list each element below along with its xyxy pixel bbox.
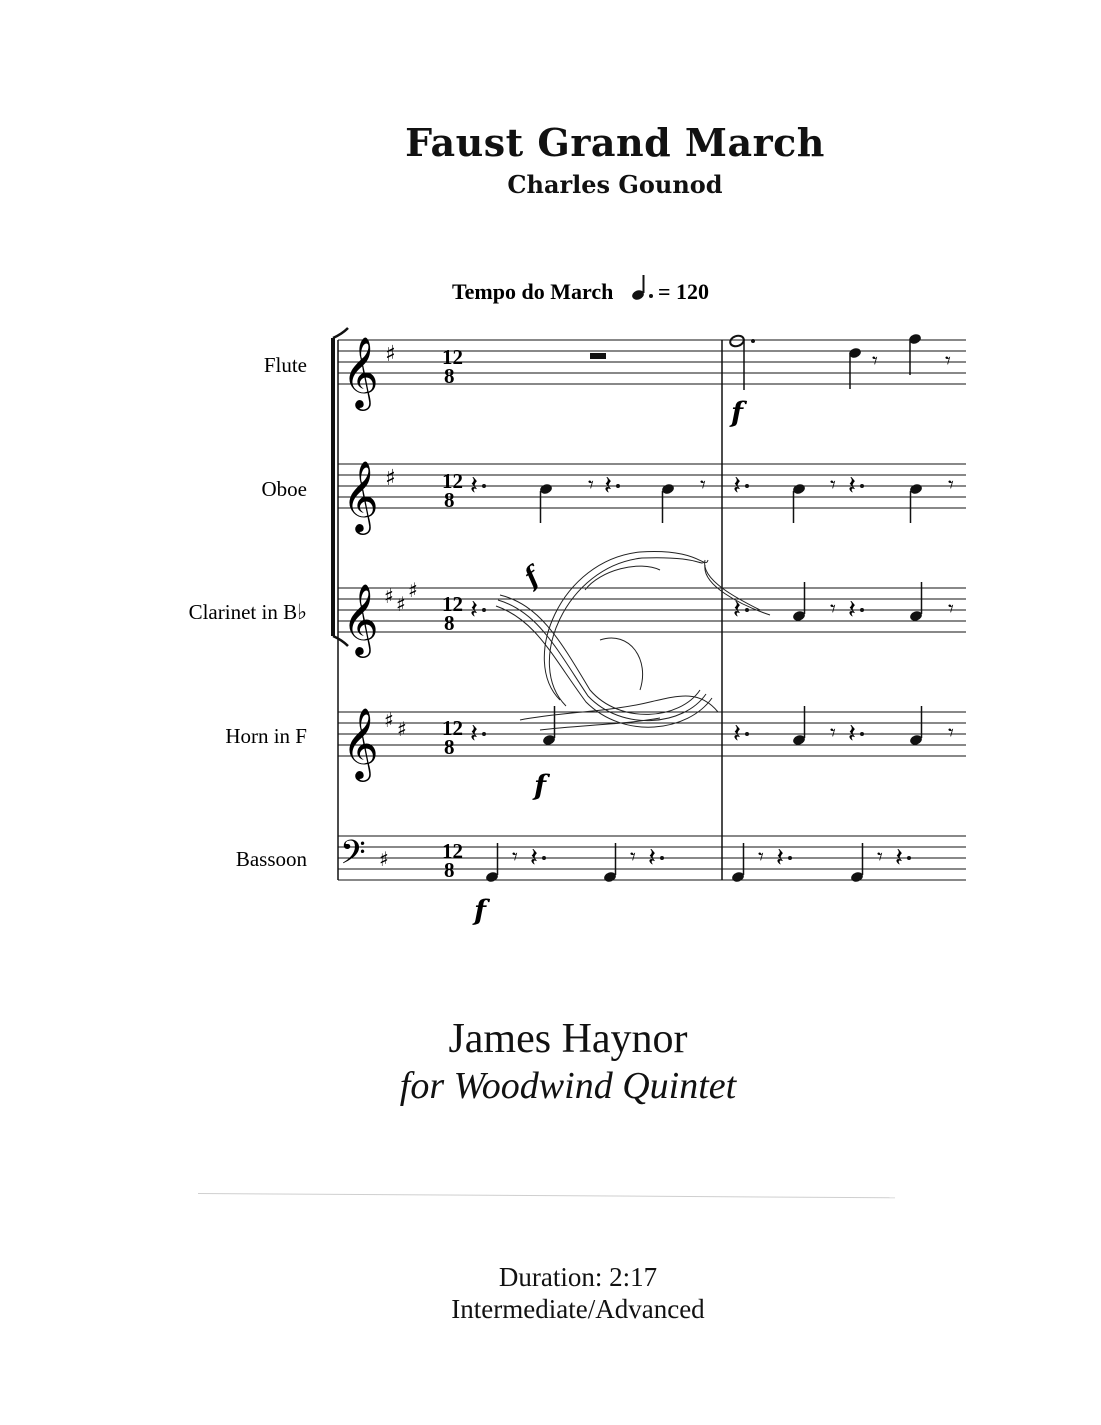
quarter-rest-icon: 𝄽: [848, 471, 856, 501]
eighth-rest-icon: 𝄾: [588, 473, 594, 498]
quarter-rest-icon: 𝄽: [530, 843, 538, 873]
time-sig-bottom: 8: [444, 858, 455, 882]
eighth-rest-icon: 𝄾: [948, 473, 954, 498]
sharp-icon: ♯: [379, 847, 389, 871]
sharp-icon: ♯: [384, 708, 394, 732]
quarter-rest-icon: 𝄽: [470, 595, 478, 625]
dotted-quarter-note-icon: [631, 275, 653, 301]
eighth-rest-icon: 𝄾: [830, 597, 836, 622]
dot-icon: [907, 856, 911, 860]
sharp-icon: ♯: [385, 342, 396, 367]
whole-rest-icon: [590, 353, 606, 359]
eighth-rest-icon: 𝄾: [872, 349, 878, 374]
sharp-icon: ♯: [384, 584, 394, 608]
treble-clef-icon: 𝄞: [342, 335, 379, 408]
piece-title: Faust Grand March: [405, 120, 825, 165]
staff-horn: [225, 706, 551, 802]
dot-icon: [482, 608, 486, 612]
dot-icon: [860, 732, 864, 736]
time-sig-bottom: 8: [444, 488, 455, 512]
eighth-rest-icon: 𝄾: [512, 845, 518, 870]
dot-icon: [542, 856, 546, 860]
time-sig-top: 12: [442, 469, 463, 493]
dot-icon: [745, 608, 749, 612]
time-sig-bottom: 8: [444, 611, 455, 635]
time-sig-bottom: 8: [444, 364, 455, 388]
quarter-rest-icon: 𝄽: [470, 719, 478, 749]
eighth-rest-icon: 𝄾: [630, 845, 636, 870]
dynamic-forte: f: [518, 561, 546, 593]
quarter-rest-icon: 𝄽: [848, 719, 856, 749]
sharp-icon: ♯: [408, 578, 418, 602]
treble-clef-icon: 𝄞: [342, 582, 379, 655]
eighth-rest-icon: 𝄾: [948, 721, 954, 746]
dotted-half-note-icon: [729, 334, 746, 348]
quarter-rest-icon: 𝄽: [895, 843, 903, 873]
divider-line: [198, 1193, 895, 1198]
dot-icon: [482, 732, 486, 736]
arranger-name: James Haynor: [448, 1016, 688, 1062]
difficulty-level: Intermediate/Advanced: [451, 1294, 705, 1324]
instrument-label-oboe: Oboe: [261, 477, 307, 501]
quarter-rest-icon: 𝄽: [604, 471, 612, 501]
dot-icon: [616, 484, 620, 488]
eighth-rest-icon: 𝄾: [700, 473, 706, 498]
ensemble-subtitle: for Woodwind Quintet: [399, 1065, 737, 1107]
dynamic-forte: f: [731, 396, 744, 429]
dynamic-forte: f: [474, 894, 487, 927]
quarter-rest-icon: 𝄽: [733, 471, 741, 501]
sharp-icon: ♯: [396, 592, 406, 616]
quarter-rest-icon: 𝄽: [848, 595, 856, 625]
instrument-label-flute: Flute: [263, 353, 307, 377]
eighth-rest-icon: 𝄾: [830, 721, 836, 746]
tempo-label: Tempo do March: [452, 279, 614, 304]
instrument-label-horn: Horn in F: [225, 724, 307, 748]
dot-icon: [788, 856, 792, 860]
dot-icon: [860, 608, 864, 612]
quarter-rest-icon: 𝄽: [648, 843, 656, 873]
time-sig-bottom: 8: [444, 735, 455, 759]
quarter-rest-icon: 𝄽: [470, 471, 478, 501]
tempo-value: = 120: [658, 279, 710, 304]
treble-clef-icon: 𝄞: [342, 459, 379, 532]
staff-clarinet: [189, 560, 549, 658]
eighth-rest-icon: 𝄾: [758, 845, 764, 870]
duration-text: Duration: 2:17: [498, 1262, 658, 1292]
sharp-icon: ♯: [385, 466, 396, 491]
quarter-rest-icon: 𝄽: [733, 719, 741, 749]
quarter-rest-icon: 𝄽: [733, 595, 741, 625]
bassoon-note-pattern: [485, 843, 911, 883]
dot-icon: [745, 484, 749, 488]
eighth-rest-icon: 𝄾: [830, 473, 836, 498]
eighth-rest-icon: 𝄾: [945, 349, 951, 374]
treble-clef-icon: 𝄞: [342, 706, 379, 779]
quarter-rest-icon: 𝄽: [776, 843, 784, 873]
instrument-label-clarinet: Clarinet in B♭: [188, 600, 307, 624]
dot-icon: [482, 484, 486, 488]
dot-icon: [660, 856, 664, 860]
dot-icon: [745, 732, 749, 736]
dot-icon: [860, 484, 864, 488]
time-sig-top: 12: [442, 716, 463, 740]
instrument-label-bassoon: Bassoon: [235, 847, 307, 871]
composer-name: Charles Gounod: [507, 170, 723, 199]
eighth-rest-icon: 𝄾: [948, 597, 954, 622]
eighth-rest-icon: 𝄾: [877, 845, 883, 870]
bass-clef-icon: 𝄢: [340, 834, 366, 880]
time-sig-top: 12: [442, 345, 463, 369]
time-sig-top: 12: [442, 592, 463, 616]
dynamic-forte: f: [534, 769, 547, 802]
time-sig-top: 12: [442, 839, 463, 863]
staff-flute: [264, 333, 951, 429]
sharp-icon: ♯: [397, 717, 407, 741]
